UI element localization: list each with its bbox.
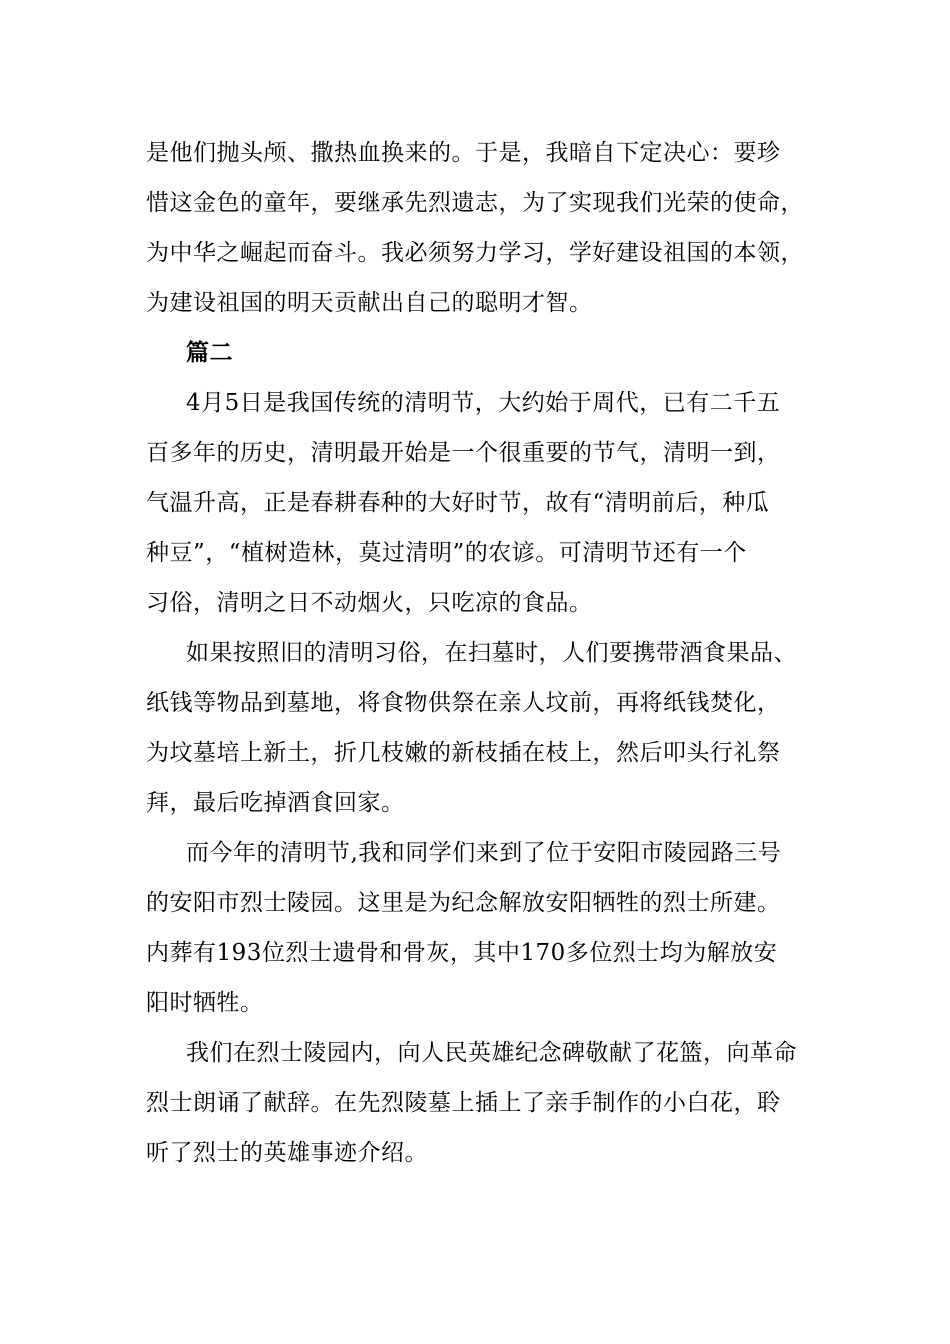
text-line: 习俗，清明之日不动烟火，只吃凉的食品。 bbox=[146, 590, 593, 616]
text-line: 如果按照旧的清明习俗，在扫墓时，人们要携带酒食果品、 bbox=[186, 640, 797, 666]
text-line: 为中华之崛起而奋斗。我必须努力学习，学好建设祖国的本领， bbox=[146, 240, 804, 266]
text-line: 纸钱等物品到墓地，将食物供祭在亲人坟前，再将纸钱焚化， bbox=[146, 690, 781, 716]
text-line: 我们在烈士陵园内，向人民英雄纪念碑敬献了花篮，向革命 bbox=[186, 1040, 797, 1066]
text-line: 种豆”，“植树造林，莫过清明”的农谚。可清明节还有一个 bbox=[146, 540, 747, 566]
section-heading: 篇二 bbox=[186, 339, 233, 366]
text-line: 惜这金色的童年，要继承先烈遗志，为了实现我们光荣的使命， bbox=[146, 190, 804, 216]
paragraph-qingming-intro bbox=[146, 378, 808, 628]
text-line: 是他们抛头颅、撒热血换来的。于是，我暗自下定决心：要珍 bbox=[146, 140, 781, 166]
text-line: 为坟墓培上新土，折几枝嫩的新枝插在枝上，然后叩头行礼祭 bbox=[146, 740, 781, 766]
text-line: 阳时牺牲。 bbox=[146, 990, 264, 1016]
text-line: 内葬有193位烈士遗骨和骨灰，其中170多位烈士均为解放安 bbox=[146, 940, 778, 966]
paragraph-customs bbox=[146, 628, 808, 828]
paragraph-cemetery-visit bbox=[146, 828, 808, 1028]
text-line: 听了烈士的英雄事迹介绍。 bbox=[146, 1140, 428, 1166]
text-line: 烈士朗诵了献辞。在先烈陵墓上插上了亲手制作的小白花，聆 bbox=[146, 1090, 781, 1116]
paragraph-continuation bbox=[146, 128, 808, 328]
text-line: 百多年的历史，清明最开始是一个很重要的节气，清明一到， bbox=[146, 440, 781, 466]
document-page bbox=[146, 128, 808, 1178]
text-line: 为建设祖国的明天贡献出自己的聪明才智。 bbox=[146, 290, 593, 316]
text-line: 气温升高，正是春耕春种的大好时节，故有“清明前后，种瓜 bbox=[146, 490, 770, 516]
text-line: 拜，最后吃掉酒食回家。 bbox=[146, 790, 405, 816]
text-line: 4月5日是我国传统的清明节，大约始于周代，已有二千五 bbox=[186, 390, 781, 416]
paragraph-memorial bbox=[146, 1028, 808, 1178]
text-line: 而今年的清明节,我和同学们来到了位于安阳市陵园路三号 bbox=[186, 840, 782, 866]
text-line: 的安阳市烈士陵园。这里是为纪念解放安阳牺牲的烈士所建。 bbox=[146, 890, 781, 916]
